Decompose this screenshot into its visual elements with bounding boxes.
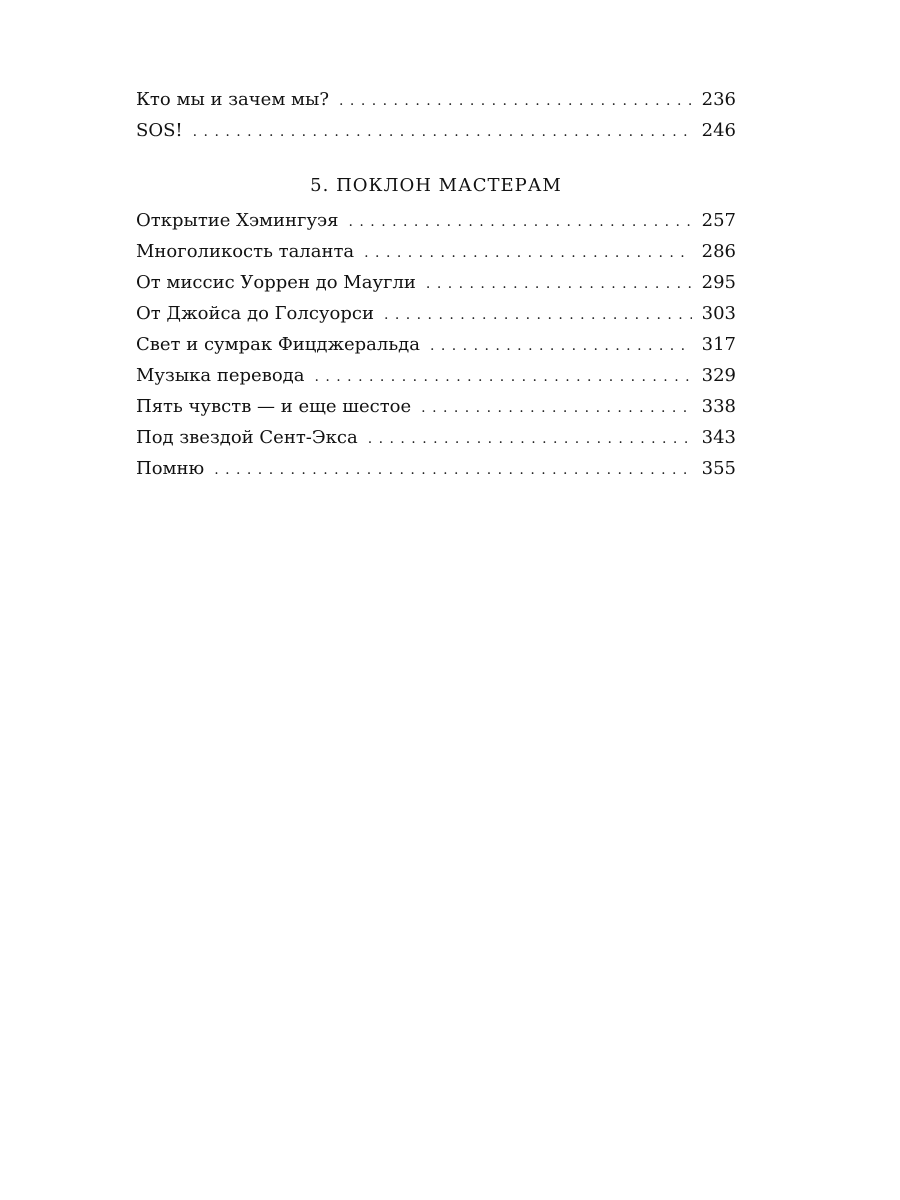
toc-dot-leader (426, 267, 692, 300)
toc-entry (136, 267, 736, 298)
toc-entry (136, 453, 736, 484)
toc-dot-leader (214, 453, 691, 486)
toc-entry-page-number: 343 (701, 427, 736, 448)
toc-entry (136, 205, 736, 236)
toc-entry-page-number: 303 (701, 303, 736, 324)
toc-entry-title: От миссис Уоррен до Маугли (136, 272, 416, 293)
toc-entry-title: Открытие Хэмингуэя (136, 210, 339, 231)
toc-entry-title: От Джойса до Голсуорси (136, 303, 374, 324)
toc-dot-leader (384, 298, 692, 331)
toc-entry (136, 329, 736, 360)
toc-dot-leader (349, 205, 692, 238)
toc-continued-list (136, 84, 736, 146)
toc-entry (136, 236, 736, 267)
toc-entry-page-number: 295 (701, 272, 736, 293)
toc-dot-leader (339, 84, 692, 117)
toc-entry-page-number: 329 (701, 365, 736, 386)
toc-entry-title: Помню (136, 458, 205, 479)
toc-entry-title: Кто мы и зачем мы? (136, 89, 330, 110)
toc-section-list (136, 205, 736, 484)
toc-entry-title: Музыка перевода (136, 365, 305, 386)
toc-entry (136, 115, 736, 146)
toc-entry (136, 360, 736, 391)
toc-entry-title: SOS! (136, 120, 183, 141)
section-heading: 5. ПОКЛОН МАСТЕРАМ (310, 175, 562, 196)
toc-dot-leader (364, 236, 691, 269)
toc-dot-leader (368, 422, 692, 455)
toc-dot-leader (314, 360, 691, 393)
toc-dot-leader (193, 115, 692, 148)
toc-entry-page-number: 257 (701, 210, 736, 231)
toc-entry (136, 84, 736, 115)
toc-dot-leader (421, 391, 691, 424)
toc-entry (136, 391, 736, 422)
toc-entry-page-number: 246 (701, 120, 736, 141)
toc-entry-title: Многоликость таланта (136, 241, 355, 262)
toc-dot-leader (430, 329, 692, 362)
toc-entry-page-number: 317 (701, 334, 736, 355)
toc-entry (136, 298, 736, 329)
toc-entry-page-number: 355 (701, 458, 736, 479)
toc-entry (136, 422, 736, 453)
toc-entry-page-number: 338 (701, 396, 736, 417)
toc-entry-title: Под звездой Сент-Экса (136, 427, 358, 448)
table-of-contents-page (136, 84, 736, 484)
toc-entry-title: Свет и сумрак Фицджеральда (136, 334, 420, 355)
toc-entry-title: Пять чувств — и еще шестое (136, 396, 412, 417)
toc-entry-page-number: 236 (701, 89, 736, 110)
toc-entry-page-number: 286 (701, 241, 736, 262)
